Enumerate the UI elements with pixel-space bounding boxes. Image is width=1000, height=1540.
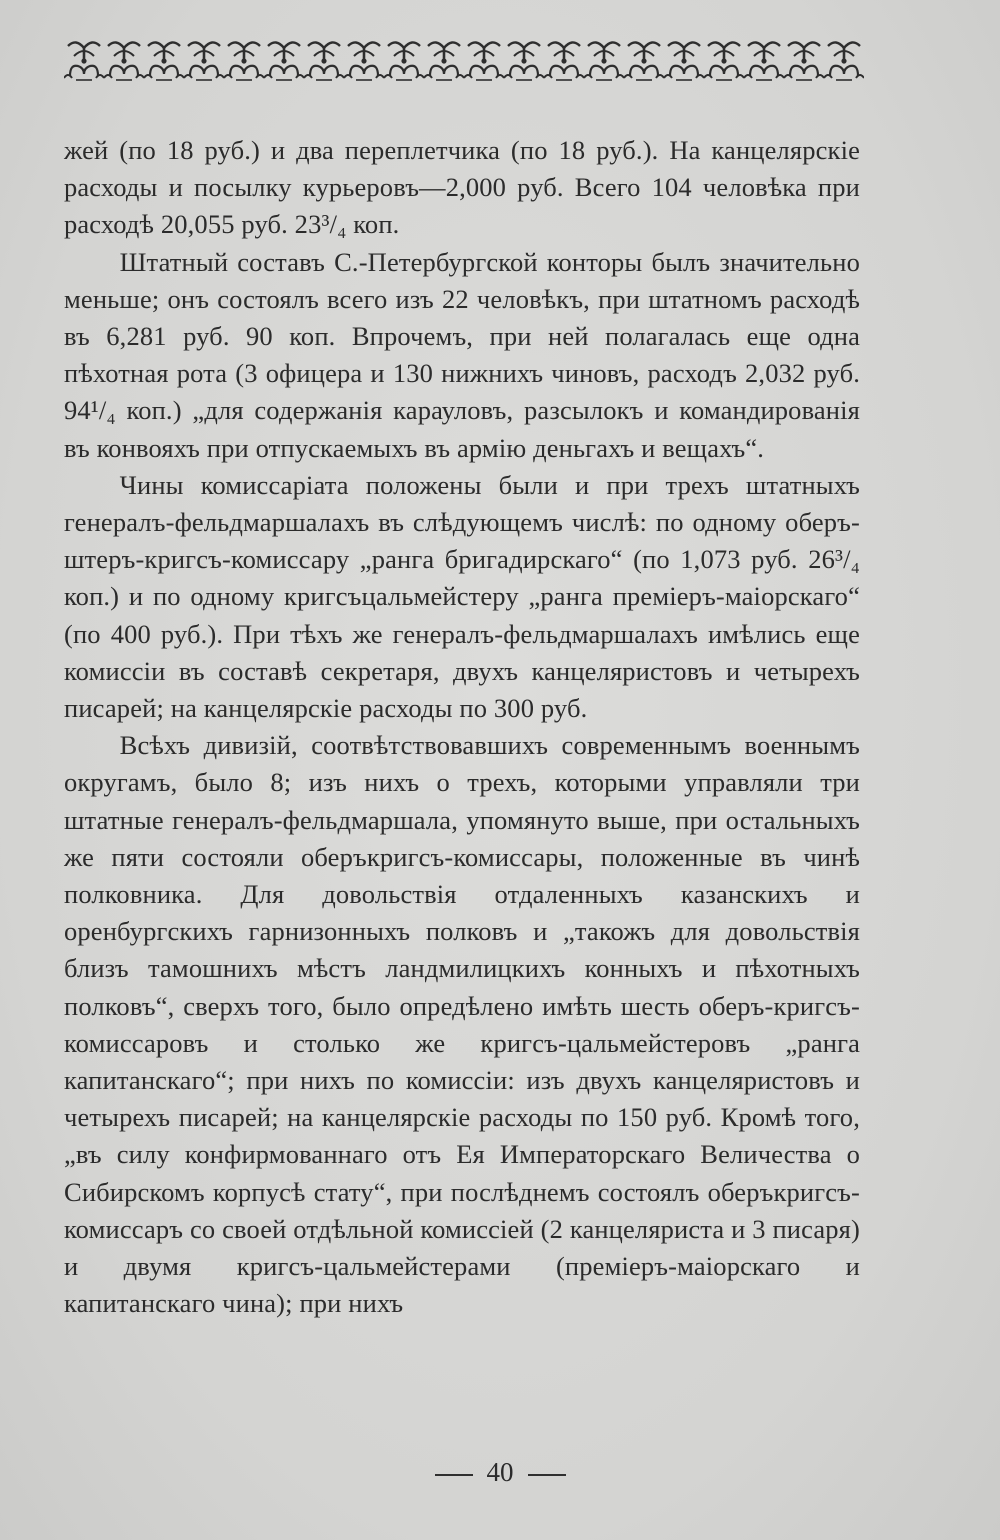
paragraph: Чины комиссаріата положены были и при трехъ штатныхъ генералъ-фельдмаршалахъ въ слѣдующемъ числѣ: по одному оберъ-штеръ-кригсъ-комиссару „ранга бригадирскаго“ (по 1,073 руб. 26³/₄ коп.) и по одному кригсъцальмейстеру „ранга преміеръ-маіорскаго“ (по 400 руб.). При тѣхъ же генералъ-фельдмаршалахъ имѣлись еще комиссіи въ составѣ секретаря, двухъ канцеляристовъ и четырехъ писарей; на канцелярскіе расходы по 300 руб.	[64, 469, 860, 724]
paragraph: жей (по 18 руб.) и два переплетчика (по 18 руб.). На канцелярскіе расходы и посылку курьеровъ—2,000 руб. Всего 104 человѣка при расходѣ 20,055 руб. 23³/₄ коп.	[64, 135, 860, 240]
page-body	[64, 132, 860, 1323]
paragraph: Всѣхъ дивизій, соотвѣтствовавшихъ современнымъ военнымъ округамъ, было 8; изъ нихъ о трехъ, которыми управляли три штатные генералъ-фельдмаршала, упомянуто выше, при остальныхъ же пяти состояли оберъкригсъ-комиссары, положенные въ чинѣ полковника. Для довольствія отдаленныхъ казанскихъ и оренбургскихъ гарнизонныхъ полковъ и „такожъ для довольствія близъ тамошнихъ мѣстъ ландмилицкихъ конныхъ и пѣхотныхъ полковъ“, сверхъ того, было опредѣлено имѣть шесть оберъ-кригсъ-комиссаровъ и столько же кригсъ-цальмейстеровъ „ранга капитанскаго“; при нихъ по комиссіи: изъ двухъ канцеляристовъ и четырехъ писарей; на канцелярскіе расходы по 150 руб. Кромѣ того, „въ силу конфирмованнаго отъ Ея Императорскаго Величества о Сибирскомъ корпусѣ стату“, при послѣднемъ состоялъ оберъкригсъ-комиссаръ со своей отдѣльной комиссіей (2 канцеляриста и 3 писаря) и двумя кригсъ-цальмейстерами (преміеръ-маіорскаго и капитанскаго чина); при нихъ	[64, 730, 860, 1319]
footer-dash-right	[528, 1474, 566, 1476]
paragraph: Штатный составъ С.-Петербургской конторы былъ значительно меньше; онъ состоялъ всего изъ 22 человѣкъ, при штатномъ расходѣ въ 6,281 руб. 90 коп. Впрочемъ, при ней полагалась еще одна пѣхотная рота (3 офицера и 130 нижнихъ чиновъ, расходъ 2,032 руб. 94¹/₄ коп.) „для содержанія карауловъ, разсылокъ и командированія въ конвояхъ при отпускаемыхъ въ армію деньгахъ и вещахъ“.	[64, 246, 860, 463]
page-number: 40	[486, 1457, 514, 1487]
ornamental-border-icon	[64, 38, 864, 84]
footer-dash-left	[435, 1474, 473, 1476]
page-footer	[0, 1457, 1000, 1488]
